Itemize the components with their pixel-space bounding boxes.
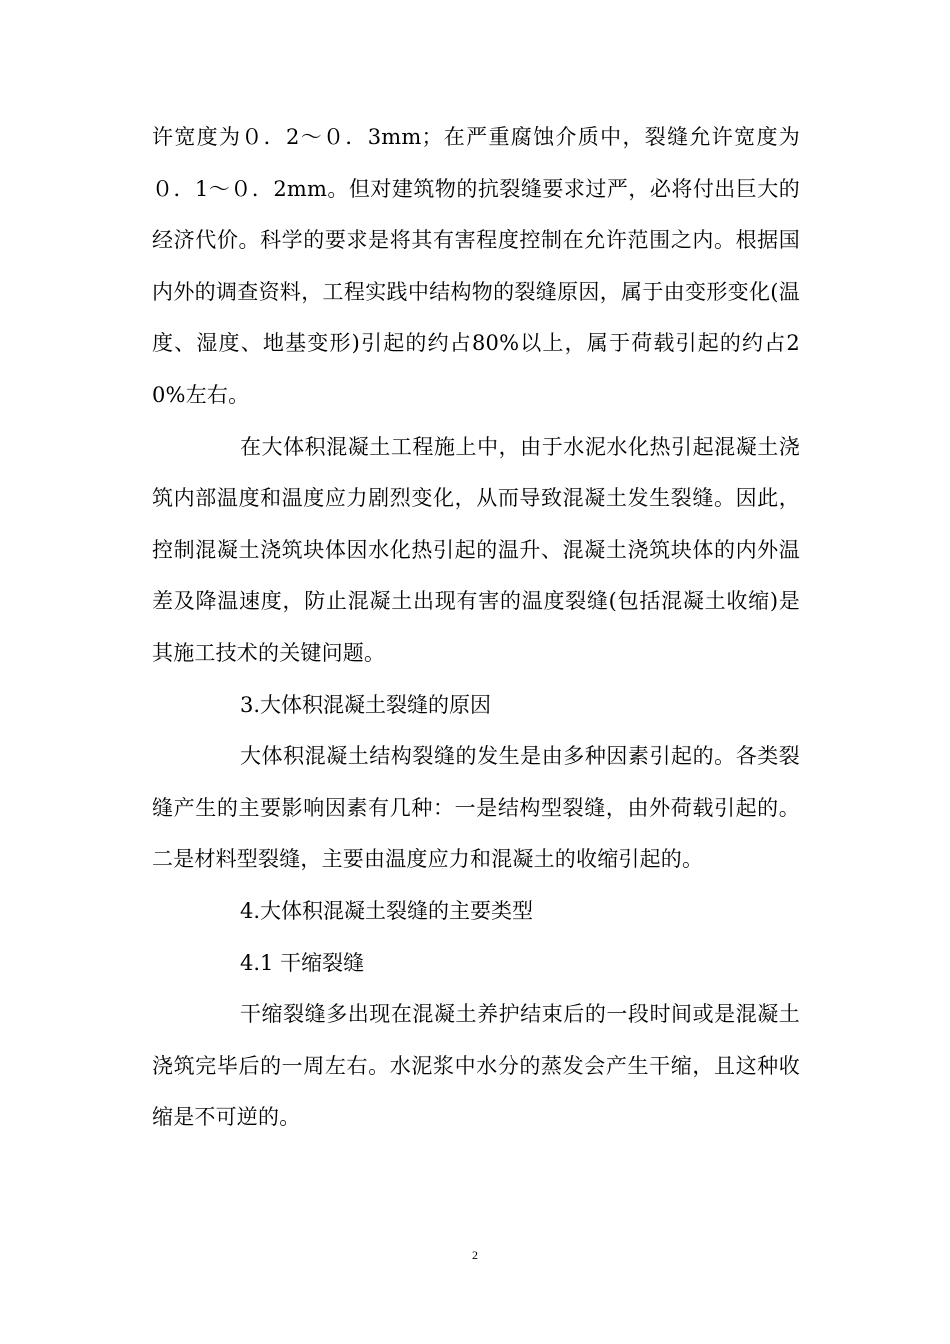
document-body bbox=[152, 112, 800, 1144]
paragraph-crack-factors: 大体积混凝土结构裂缝的发生是由多种因素引起的。各类裂缝产生的主要影响因素有几种：一是结构型裂缝，由外荷载引起的。二是材料型裂缝，主要由温度应力和混凝土的收缩引起的。 bbox=[152, 744, 800, 872]
paragraph-allowable-crack-width: 许宽度为０．2～０．3mm；在严重腐蚀介质中，裂缝允许宽度为０．1～０．2mm。但对建筑物的抗裂缝要求过严，必将付出巨大的经济代价。科学的要求是将其有害程度控制在允许范围之内。根据国内外的调查资料，工程实践中结构物的裂缝原因，属于由变形变化(温度、湿度、地基变形)引起的约占80%以上，属于荷载引起的约占20%左右。 bbox=[152, 125, 800, 407]
paragraph-temperature-stress: 在大体积混凝土工程施上中，由于水泥水化热引起混凝土浇筑内部温度和温度应力剧烈变化，从而导致混凝土发生裂缝。因此，控制混凝土浇筑块体因水化热引起的温升、混凝土浇筑块体的内外温差及降温速度，防止混凝土出现有害的温度裂缝(包括混凝土收缩)是其施工技术的关键问题。 bbox=[152, 434, 800, 665]
paragraph-shrinkage-cracks: 干缩裂缝多出现在混凝土养护结束后的一段时间或是混凝土浇筑完毕后的一周左右。水泥浆中水分的蒸发会产生干缩，且这种收缩是不可逆的。 bbox=[152, 1002, 800, 1130]
page-number: 2 bbox=[472, 1248, 478, 1262]
section-heading-causes: 3.大体积混凝土裂缝的原因 bbox=[240, 692, 492, 717]
section-heading-crack-types: 4.大体积混凝土裂缝的主要类型 bbox=[240, 898, 534, 923]
subsection-heading-shrinkage-cracks: 4.1 干缩裂缝 bbox=[240, 950, 365, 975]
